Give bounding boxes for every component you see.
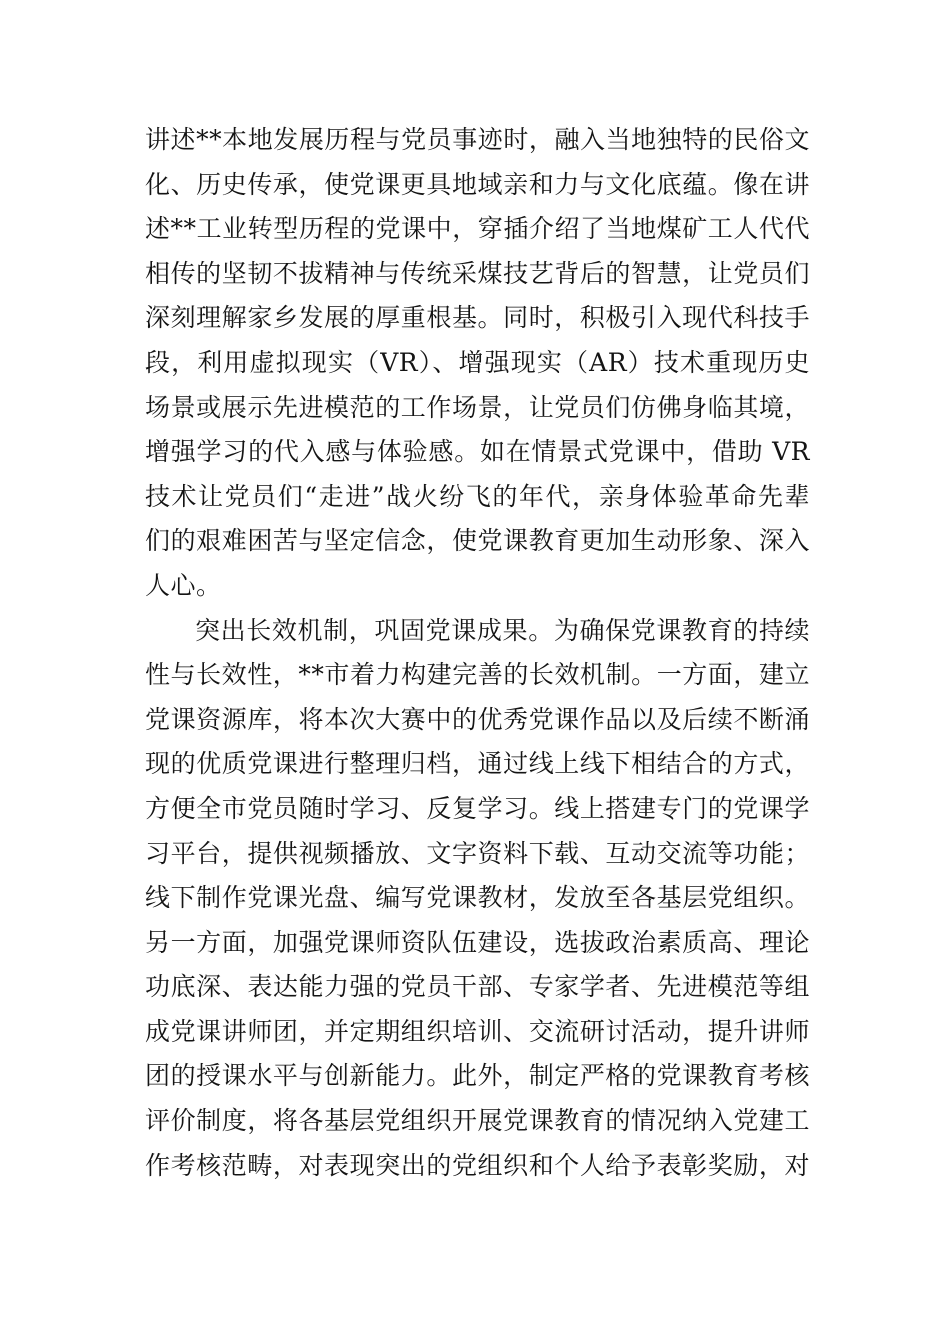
text-line: 成党课讲师团，并定期组织培训、交流研讨活动，提升讲师 — [145, 1016, 810, 1046]
text-line: 段，利用虚拟现实（VR）、增强现实（AR）技术重现历史 — [145, 347, 810, 377]
text-line: 相传的坚韧不拔精神与传统采煤技艺背后的智慧，让党员们 — [145, 258, 810, 288]
text-line: 作考核范畴，对表现突出的党组织和个人给予表彰奖励，对 — [145, 1150, 810, 1180]
text-line: 技术让党员们“走进”战火纷飞的年代，亲身体验革命先辈 — [145, 481, 810, 511]
text-line: 党课资源库，将本次大赛中的优秀党课作品以及后续不断涌 — [145, 704, 810, 734]
text-line: 功底深、表达能力强的党员干部、专家学者、先进模范等组 — [145, 972, 810, 1002]
text-line: 习平台，提供视频播放、文字资料下载、互动交流等功能； — [145, 838, 810, 868]
paragraph-1 — [145, 118, 810, 609]
text-line: 增强学习的代入感与体验感。如在情景式党课中，借助 VR — [145, 437, 810, 467]
text-line: 突出长效机制，巩固党课成果。为确保党课教育的持续 — [195, 615, 810, 645]
text-line: 评价制度，将各基层党组织开展党课教育的情况纳入党建工 — [145, 1106, 810, 1136]
text-line: 化、历史传承，使党课更具地域亲和力与文化底蕴。像在讲 — [145, 169, 810, 199]
text-line: 述**工业转型历程的党课中，穿插介绍了当地煤矿工人代代 — [145, 214, 810, 244]
text-line: 团的授课水平与创新能力。此外，制定严格的党课教育考核 — [145, 1061, 810, 1091]
text-line: 另一方面，加强党课师资队伍建设，选拔政治素质高、理论 — [145, 927, 810, 957]
paragraph-2 — [145, 609, 810, 1189]
text-line: 性与长效性，**市着力构建完善的长效机制。一方面，建立 — [145, 660, 810, 690]
text-line: 们的艰难困苦与坚定信念，使党课教育更加生动形象、深入 — [145, 526, 810, 556]
text-line: 深刻理解家乡发展的厚重根基。同时，积极引入现代科技手 — [145, 303, 810, 333]
text-line: 场景或展示先进模范的工作场景，让党员们仿佛身临其境， — [145, 392, 810, 422]
text-line: 方便全市党员随时学习、反复学习。线上搭建专门的党课学 — [145, 793, 810, 823]
text-line: 讲述**本地发展历程与党员事迹时，融入当地独特的民俗文 — [145, 125, 810, 154]
text-line: 现的优质党课进行整理归档，通过线上线下相结合的方式， — [145, 749, 810, 779]
text-line: 线下制作党课光盘、编写党课教材，发放至各基层党组织。 — [145, 883, 810, 913]
document-body — [145, 118, 810, 1188]
text-line: 人心。 — [145, 570, 222, 600]
